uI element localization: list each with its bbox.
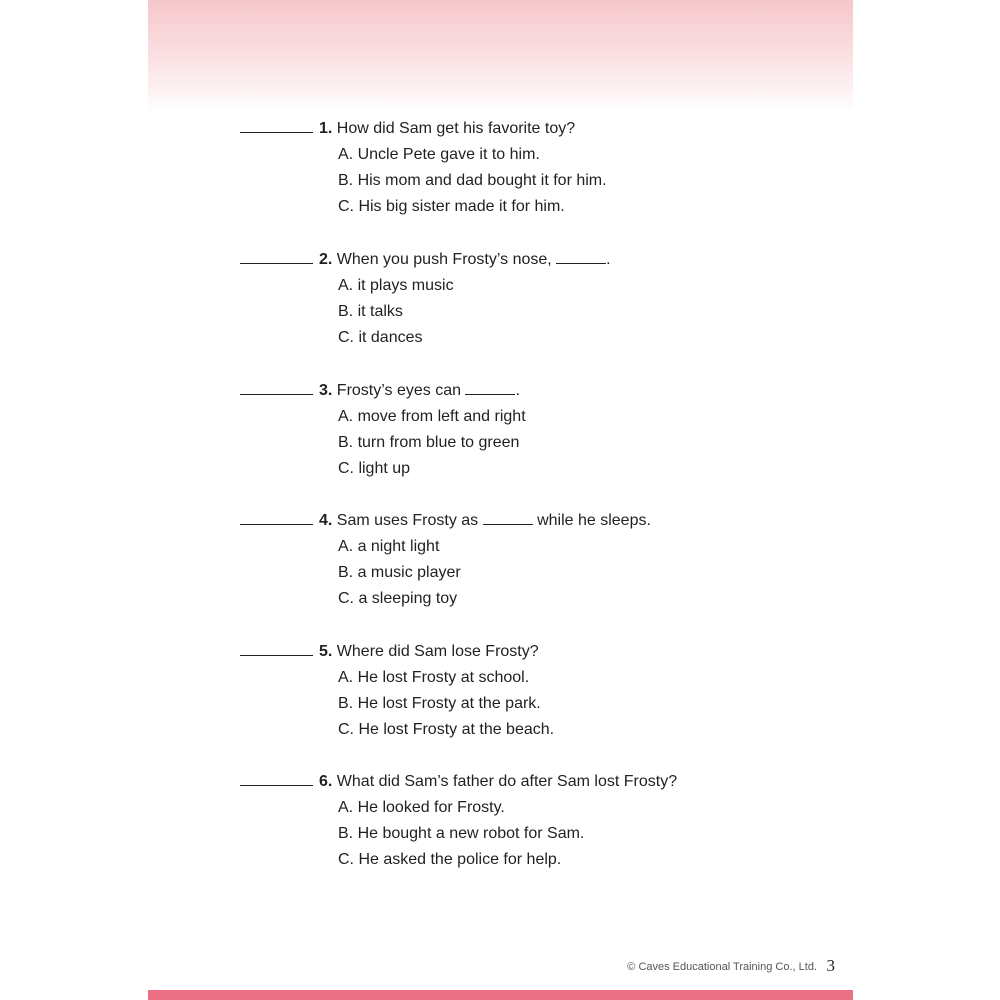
question-line — [240, 639, 554, 665]
option-c: C. He lost Frosty at the beach. — [338, 721, 555, 738]
question-text: Sam uses Frosty as — [336, 512, 483, 529]
option-a: A. move from left and right — [338, 408, 526, 425]
fill-in-blank[interactable] — [556, 249, 606, 264]
option-a: A. it plays music — [338, 277, 454, 294]
option-b: B. He bought a new robot for Sam. — [338, 825, 585, 842]
option-a: A. He looked for Frosty. — [338, 799, 505, 816]
option-c: C. it dances — [338, 329, 423, 346]
question-line — [240, 378, 526, 404]
option-a: A. Uncle Pete gave it to him. — [338, 146, 540, 163]
option-c: C. His big sister made it for him. — [338, 198, 565, 215]
option-b: B. turn from blue to green — [338, 434, 520, 451]
question-line — [240, 769, 677, 795]
question-2 — [240, 247, 611, 351]
question-text: Frosty’s eyes can — [336, 382, 466, 399]
question-number: 4. — [319, 512, 333, 529]
question-5 — [240, 639, 554, 743]
question-text-end: . — [606, 251, 611, 268]
fill-in-blank[interactable] — [465, 380, 515, 395]
option-c: C. light up — [338, 460, 411, 477]
fill-in-blank[interactable] — [483, 510, 533, 525]
answer-blank[interactable] — [240, 639, 313, 656]
answer-blank[interactable] — [240, 247, 313, 264]
question-text-end: . — [515, 382, 520, 399]
footer-band — [148, 990, 853, 1000]
question-6 — [240, 769, 677, 873]
answer-blank[interactable] — [240, 116, 313, 133]
question-number: 6. — [319, 773, 333, 790]
copyright-notice: © Caves Educational Training Co., Ltd. — [627, 961, 817, 973]
option-c: C. He asked the police for help. — [338, 851, 562, 868]
question-text: How did Sam get his favorite toy? — [336, 120, 576, 137]
question-number: 5. — [319, 643, 333, 660]
worksheet-page — [148, 0, 853, 1000]
option-c: C. a sleeping toy — [338, 590, 458, 607]
header-band — [148, 0, 853, 112]
answer-blank[interactable] — [240, 378, 313, 395]
option-a: A. a night light — [338, 538, 440, 555]
question-number: 1. — [319, 120, 333, 137]
question-line — [240, 247, 611, 273]
question-3 — [240, 378, 526, 482]
question-line — [240, 508, 651, 534]
option-b: B. it talks — [338, 303, 403, 320]
question-line — [240, 116, 607, 142]
answer-blank[interactable] — [240, 769, 313, 786]
question-text: When you push Frosty’s nose, — [336, 251, 557, 268]
question-text-end: while he sleeps. — [532, 512, 651, 529]
option-b: B. His mom and dad bought it for him. — [338, 172, 607, 189]
question-text: What did Sam’s father do after Sam lost Frosty? — [336, 773, 678, 790]
page-number: 3 — [826, 956, 835, 975]
question-number: 2. — [319, 251, 333, 268]
question-text: Where did Sam lose Frosty? — [336, 643, 539, 660]
question-4 — [240, 508, 651, 612]
option-b: B. He lost Frosty at the park. — [338, 695, 541, 712]
option-a: A. He lost Frosty at school. — [338, 669, 530, 686]
option-b: B. a music player — [338, 564, 461, 581]
answer-blank[interactable] — [240, 508, 313, 525]
question-number: 3. — [319, 382, 333, 399]
question-1 — [240, 116, 607, 220]
